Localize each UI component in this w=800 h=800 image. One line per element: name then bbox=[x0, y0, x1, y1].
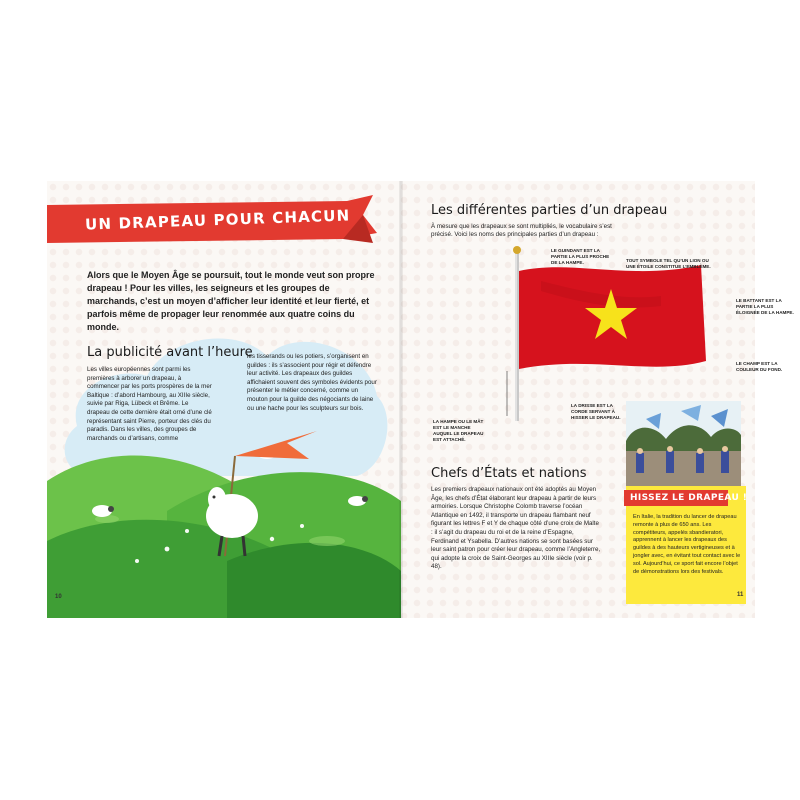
publicite-column-2: les tisserands ou les potiers, s’organisent en guildes : ils s’associent pour régir et défendre leur activité. Les drapeaux des guildes affichaient souvent des symboles évidents pour présenter le métier concerné, comme un mouton pour la guilde des négociants de laine ou une hache pour les sculpteurs sur bois. bbox=[247, 353, 377, 412]
page-number-left: 10 bbox=[55, 594, 62, 600]
banner-title: UN DRAPEAU POUR CHACUN bbox=[84, 206, 351, 234]
callout-drisse: LA DRISSE EST LA CORDE SERVANT À HISSER LE DRAPEAU. bbox=[571, 403, 621, 420]
flag-throwers-photo bbox=[626, 401, 741, 486]
publicite-heading: La publicité avant l’heure bbox=[87, 345, 253, 360]
hills-sheep-illustration bbox=[47, 421, 401, 618]
chefs-heading: Chefs d’États et nations bbox=[431, 466, 587, 481]
hissez-box bbox=[626, 486, 746, 604]
book-gutter bbox=[399, 181, 403, 618]
parties-heading: Les différentes parties d’un drapeau bbox=[431, 203, 668, 218]
parties-intro: À mesure que les drapeaux se sont multipliés, le vocabulaire s’est précisé. Voici les noms des principales parties d’un drapeau : bbox=[431, 223, 612, 239]
callout-battant: LE BATTANT EST LA PARTIE LA PLUS ÉLOIGNÉE DE LA HAMPE. bbox=[736, 298, 794, 315]
callout-embleme: TOUT SYMBOLE TEL QU’UN LION OU UNE ÉTOILE CONSTITUE L’EMBLÈME. bbox=[626, 258, 711, 269]
intro-paragraph: Alors que le Moyen Âge se poursuit, tout le monde veut son propre drapeau ! Pour les villes, les seigneurs et les groupes de marchands, c’est un moyen d’afficher leur identité et leur fierté, et parfois même de propager leur renommée aux quatre coins du monde. bbox=[87, 270, 375, 332]
right-page bbox=[401, 181, 794, 618]
callout-champ: LE CHAMP EST LA COULEUR DU FOND. bbox=[736, 361, 783, 372]
page-number-right: 11 bbox=[737, 592, 744, 598]
left-page bbox=[47, 181, 401, 618]
callout-hampe: LA HAMPE OU LE MÂT EST LE MANCHE AUQUEL LE DRAPEAU EST ATTACHÉ. bbox=[433, 419, 484, 442]
hissez-text: En Italie, la tradition du lancer de drapeau remonte à plus de 650 ans. Les compétiteurs, appelés sbandieratori, apprennent à lancer les drapeaux des guildes à des hauteurs vertigineuses et à jongler avec, en évitant tout contact avec le sol. Aujourd’hui, ce sport fait encore l’objet de démonstrations lors des festivals. bbox=[633, 514, 741, 575]
hissez-title: HISSEZ LE DRAPEAU ! bbox=[630, 493, 748, 503]
chefs-paragraph: Les premiers drapeaux nationaux ont été adoptés au Moyen Âge, les chefs d’État élaborant leur drapeau à partir de leurs armoiries. Lorsque Christophe Colomb traverse l’océan Atlantique en 1492, il transporte un drapeau flambant neuf figurant les lettres F et Y de chaque côté d’une croix de Malte : il s’agit du drapeau du roi et de la reine d’Espagne, Ferdinand et Ysabella. D’autres nations se sont basées sur leur saint patron pour créer leur drapeau, comme l’Angleterre, qui adopte la croix de Saint-Georges au XIIIe siècle (voir p. 48). bbox=[431, 486, 601, 571]
book-spread bbox=[47, 181, 794, 618]
flag-diagram bbox=[501, 251, 711, 421]
callout-guindant: LE GUINDANT EST LA PARTIE LA PLUS PROCHE DE LA HAMPE. bbox=[551, 248, 610, 265]
publicite-column-1: Les villes européennes sont parmi les premières à arborer un drapeau, à commencer par les ports prospères de la mer Baltique : d’abord Hambourg, au XIIIe siècle, suivie par Riga, Lübeck et Brême. Le drapeau de cette dernière était orné d’une clé représentant saint Pierre, porteur des clés du paradis. Dans les villes, des groupes de marchands ou d’artisans, comme bbox=[87, 366, 212, 442]
